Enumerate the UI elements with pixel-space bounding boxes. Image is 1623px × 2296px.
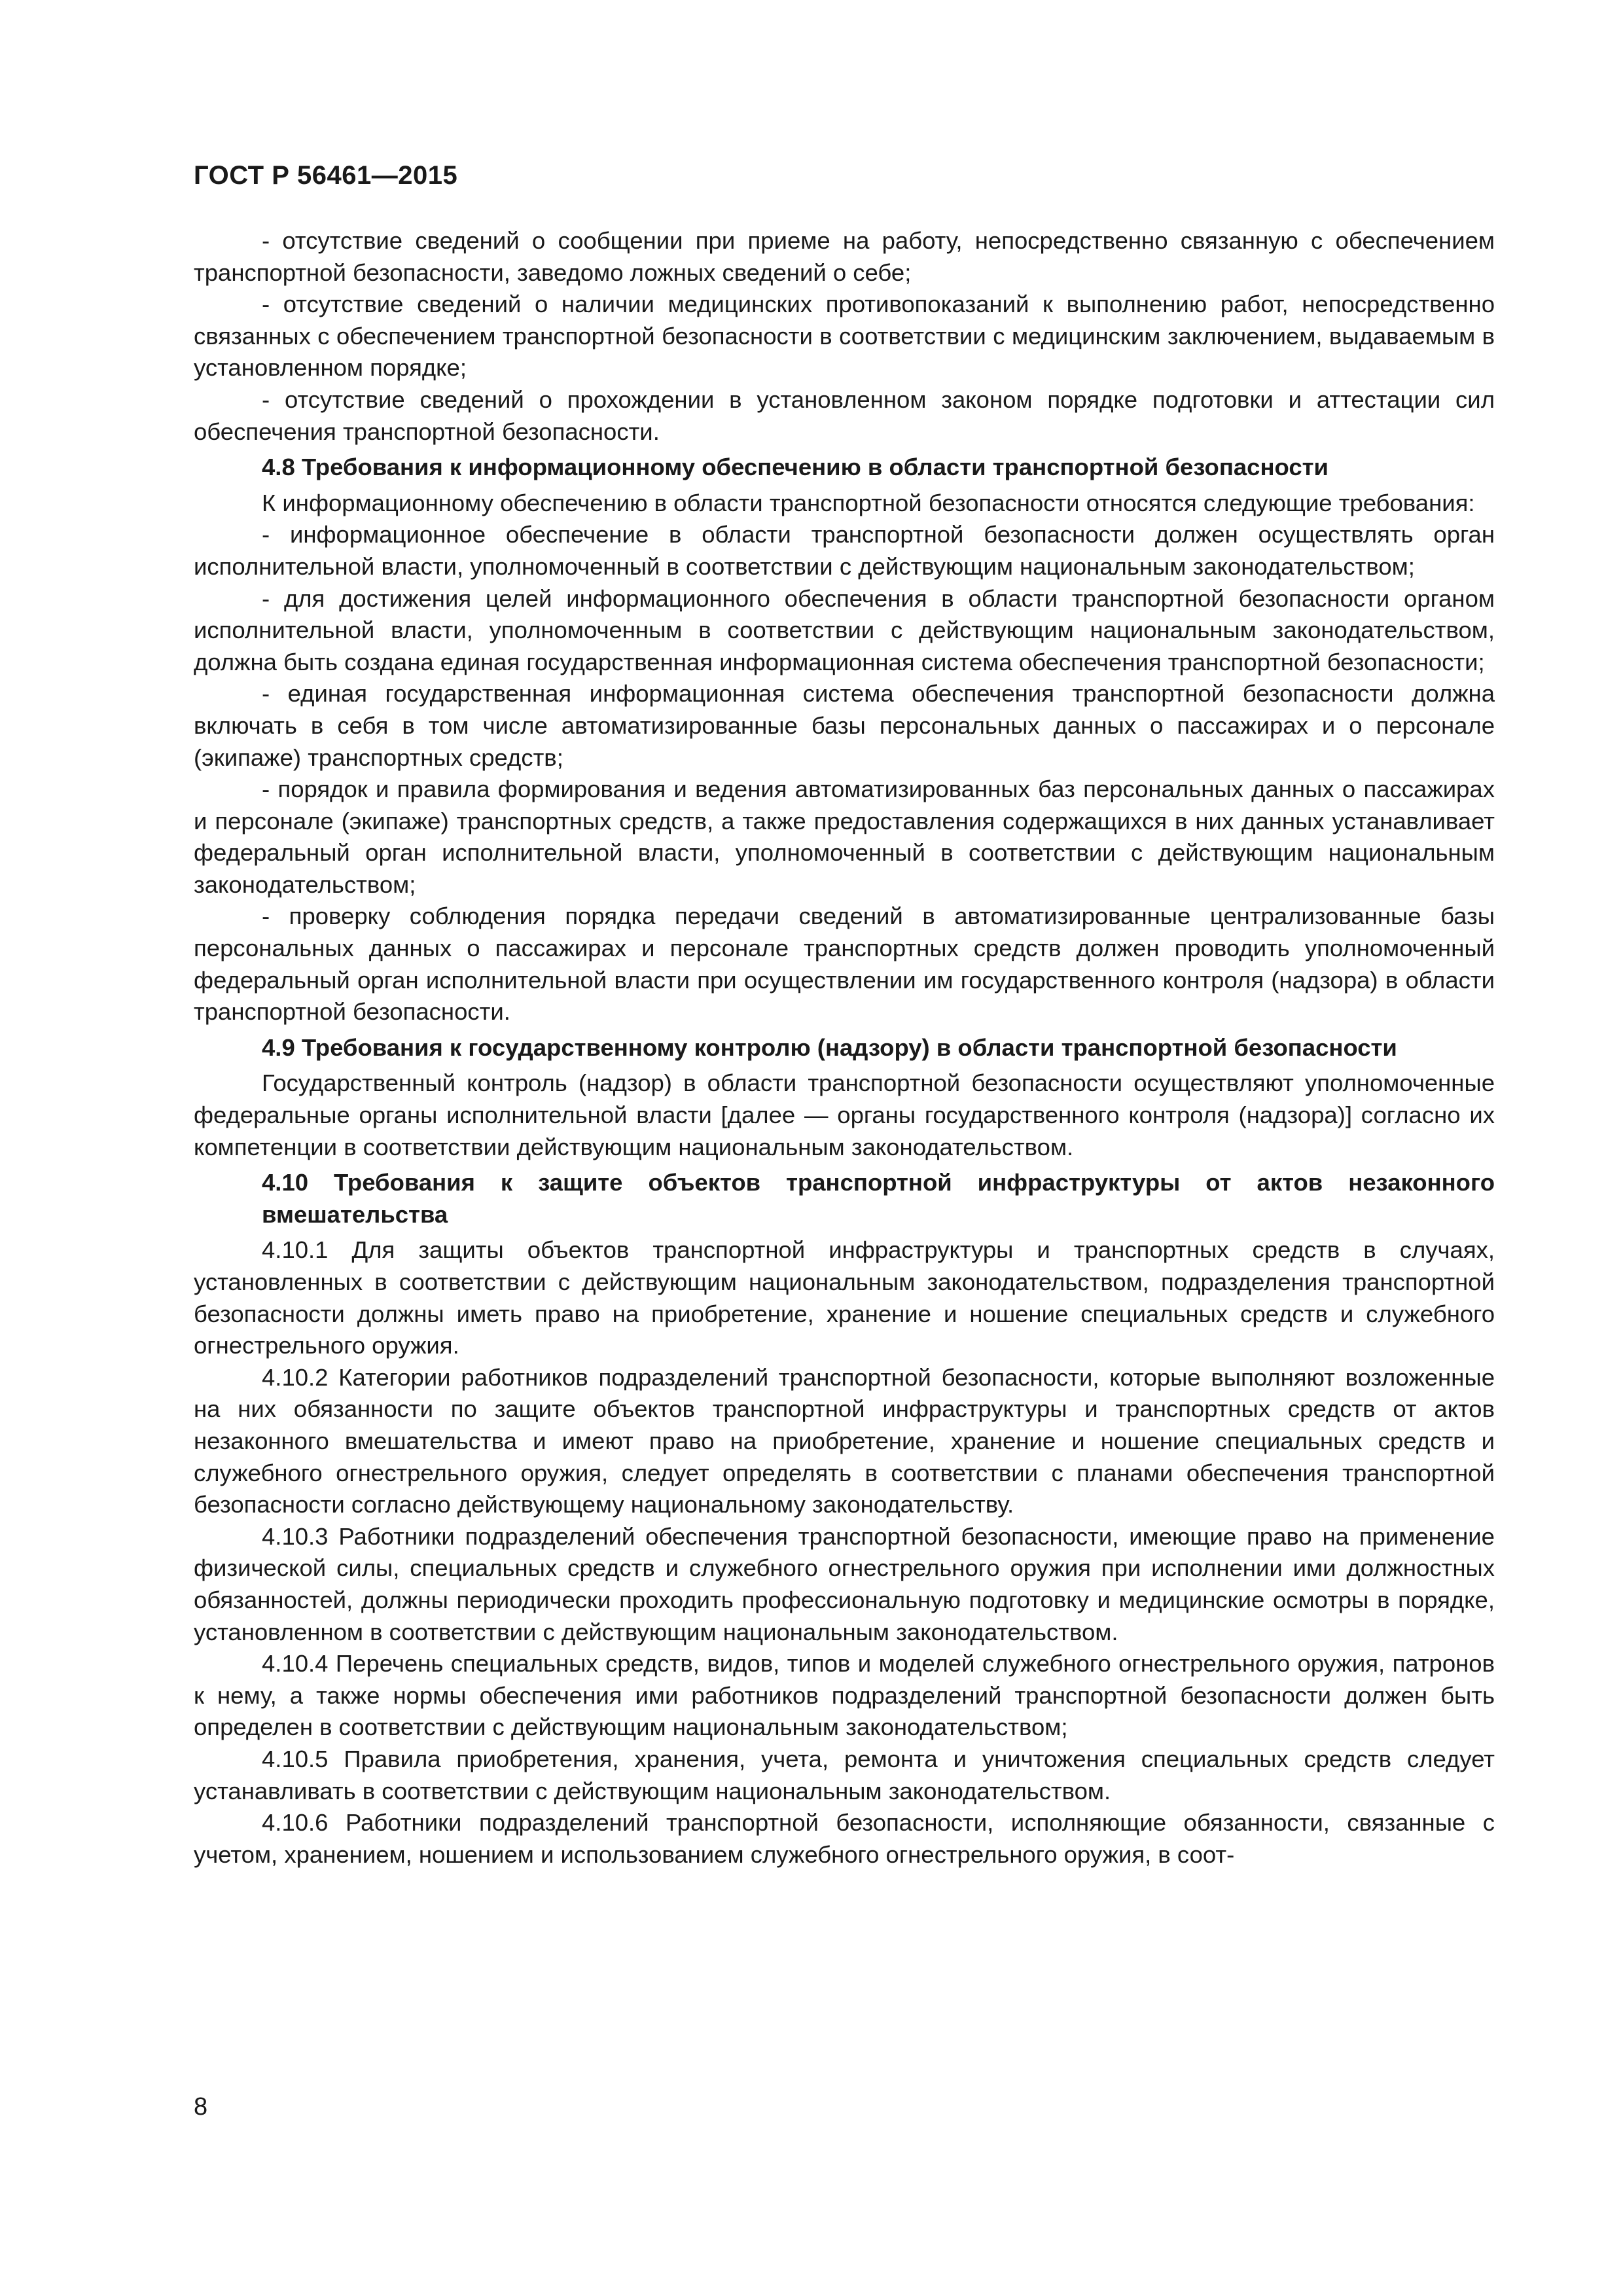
list-item: - отсутствие сведений о наличии медицинских противопоказаний к выполнению работ, непосредственно связанных с обеспечением транспортной безопасности в соответствии с медицинским заключением, выдаваемым в установленном порядке; <box>194 291 1495 382</box>
clause-4-10-5: 4.10.5 Правила приобретения, хранения, учета, ремонта и уничтожения специальных средств следует устанавливать в соответствии с действующим национальным законодательством. <box>194 1745 1495 1804</box>
list-item: - единая государственная информационная система обеспечения транспортной безопасности должна включать в себя в том числе автоматизированные базы персональных данных о пассажирах и о персонале (экипаже) транспортных средств; <box>194 680 1495 771</box>
list-item: - отсутствие сведений о прохождении в установленном законом порядке подготовки и аттестации сил обеспечения транспортной безопасности. <box>194 386 1495 445</box>
list-item: - проверку соблюдения порядка передачи сведений в автоматизированные централизованные базы персональных данных о пассажирах и персонале транспортных средств должен проводить уполномоченный федеральный орган исполнительной власти при осуществлении им государственного контроля (надзора) в области транспортной безопасности. <box>194 903 1495 1026</box>
list-item: - отсутствие сведений о сообщении при приеме на работу, непосредственно связанную с обеспечением транспортной безопасности, заведомо ложных сведений о себе; <box>194 227 1495 286</box>
list-item: - информационное обеспечение в области транспортной безопасности должен осуществлять орган исполнительной власти, уполномоченный в соответствии с действующим национальным законодательством; <box>194 521 1495 580</box>
clause-4-10-6: 4.10.6 Работники подразделений транспортной безопасности, исполняющие обязанности, связанные с учетом, хранением, ношением и использованием служебного огнестрельного оружия, в соот- <box>194 1809 1495 1868</box>
section-heading-4-10: 4.10 Требования к защите объектов транспортной инфраструктуры от актов незаконного вмешательства <box>262 1169 1495 1228</box>
clause-4-10-3: 4.10.3 Работники подразделений обеспечения транспортной безопасности, имеющие право на применение физической силы, специальных средств и служебного огнестрельного оружия при исполнении ими должностных обязанностей, должны периодически проходить профессиональную подготовку и медицинские осмотры в порядке, установленном в соответствии с действующим национальным законодательством. <box>194 1522 1495 1645</box>
standard-header: ГОСТ Р 56461—2015 <box>194 161 458 190</box>
list-item: - порядок и правила формирования и ведения автоматизированных баз персональных данных о пассажирах и персонале (экипаже) транспортных средств, а также предоставления содержащихся в них данных устанавливает федеральный орган исполнительной власти, уполномоченный в соответствии с действующим национальным законодательством; <box>194 776 1495 898</box>
section-heading-4-8: 4.8 Требования к информационному обеспечению в области транспортной безопасности <box>262 454 1329 481</box>
page-number: 8 <box>194 2093 208 2121</box>
document-body <box>194 225 1495 1871</box>
section-heading-4-9: 4.9 Требования к государственному контролю (надзору) в области транспортной безопасности <box>262 1033 1397 1061</box>
clause-4-10-2: 4.10.2 Категории работников подразделений транспортной безопасности, которые выполняют возложенные на них обязанности по защите объектов транспортной инфраструктуры и транспортных средств от актов незаконного вмешательства и имеют право на приобретение, хранение и ношение специальных средств и служебного огнестрельного оружия, следует определять в соответствии с планами обеспечения транспортной безопасности согласно действующему национальному законодательству. <box>194 1363 1495 1518</box>
clause-4-10-1: 4.10.1 Для защиты объектов транспортной инфраструктуры и транспортных средств в случаях, установленных в соответствии с действующим национальным законодательством, подразделения транспортной безопасности должны иметь право на приобретение, хранение и ношение специальных средств и служебного огнестрельного оружия. <box>194 1236 1495 1359</box>
paragraph: К информационному обеспечению в области транспортной безопасности относятся следующие требования: <box>262 489 1475 516</box>
list-item: - для достижения целей информационного обеспечения в области транспортной безопасности органом исполнительной власти, уполномоченным в соответствии с действующим национальным законодательством, должна быть создана единая государственная информационная система обеспечения транспортной безопасности; <box>194 584 1495 675</box>
clause-4-10-4: 4.10.4 Перечень специальных средств, видов, типов и моделей служебного огнестрельного оружия, патронов к нему, а также нормы обеспечения ими работников подразделений транспортной безопасности должен быть определен в соответствии с действующим национальным законодательством; <box>194 1650 1495 1741</box>
paragraph: Государственный контроль (надзор) в области транспортной безопасности осуществляют уполномоченные федеральные органы исполнительной власти [далее — органы государственного контроля (надзора)] согласно их компетенции в соответствии действующим национальным законодательством. <box>194 1069 1495 1160</box>
